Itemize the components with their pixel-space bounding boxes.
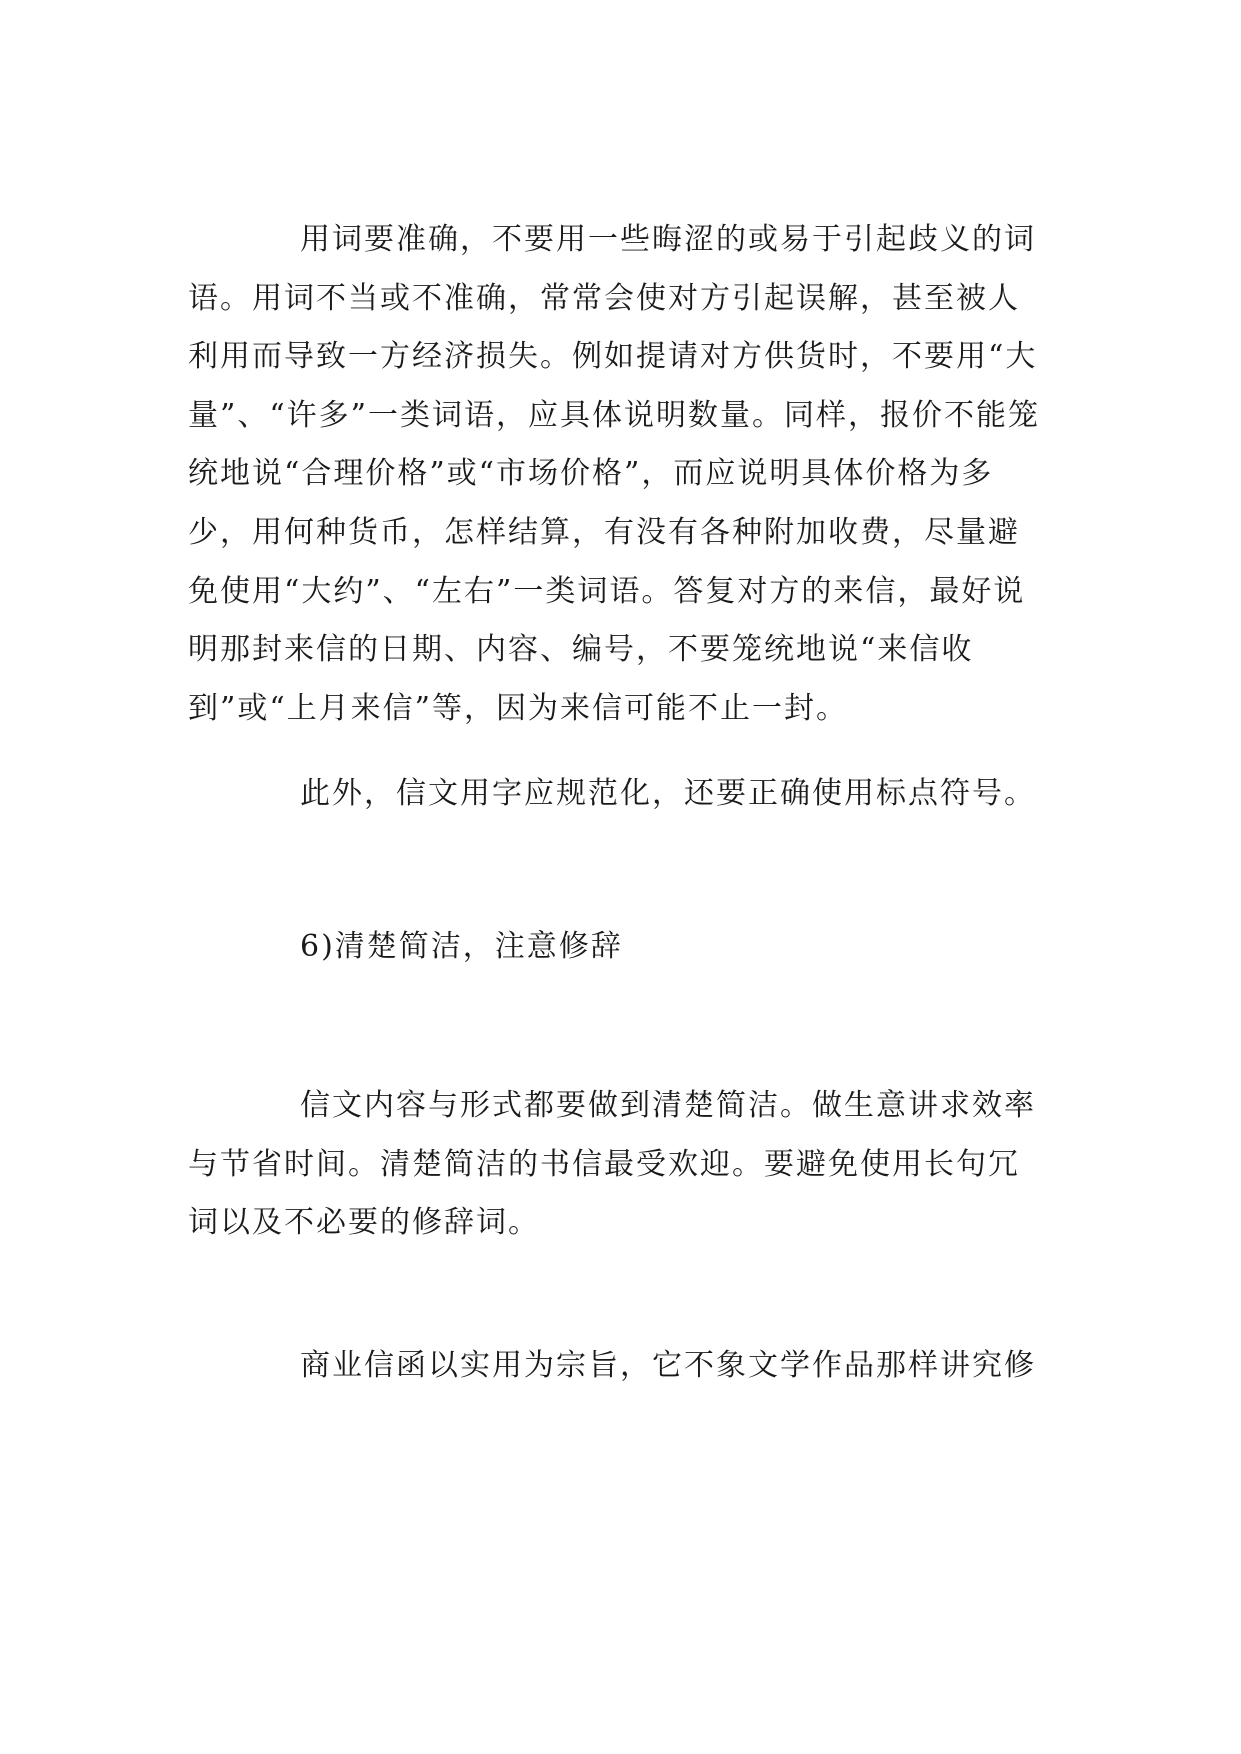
paragraph-business-letter: 商业信函以实用为宗旨，它不象文学作品那样讲究修 xyxy=(300,1348,1036,1383)
paragraph-clarity: 信文内容与形式都要做到清楚简洁。做生意讲求效率与节省时间。清楚简洁的书信最受欢迎。要避免使用长句冗词以及不必要的修辞词。 xyxy=(188,1088,1036,1241)
section-heading: 6)清楚简洁，注意修辞 xyxy=(300,929,623,964)
paragraph-punctuation: 此外，信文用字应规范化，还要正确使用标点符号。 xyxy=(300,776,1036,811)
paragraph-word-accuracy: 用词要准确，不要用一些晦涩的或易于引起歧义的词语。用词不当或不准确，常常会使对方引起误解，甚至被人利用而导致一方经济损失。例如提请对方供货时，不要用“大量”、“许多”一类词语，应具体说明数量。同样，报价不能笼统地说“合理价格”或“市场价格”，而应说明具体价格为多少，用何种货币，怎样结算，有没有各种附加收费，尽量避免使用“大约”、“左右”一类词语。答复对方的来信，最好说明那封来信的日期、内容、编号，不要笼统地说“来信收到”或“上月来信”等，因为来信可能不止一封。 xyxy=(188,222,1041,726)
